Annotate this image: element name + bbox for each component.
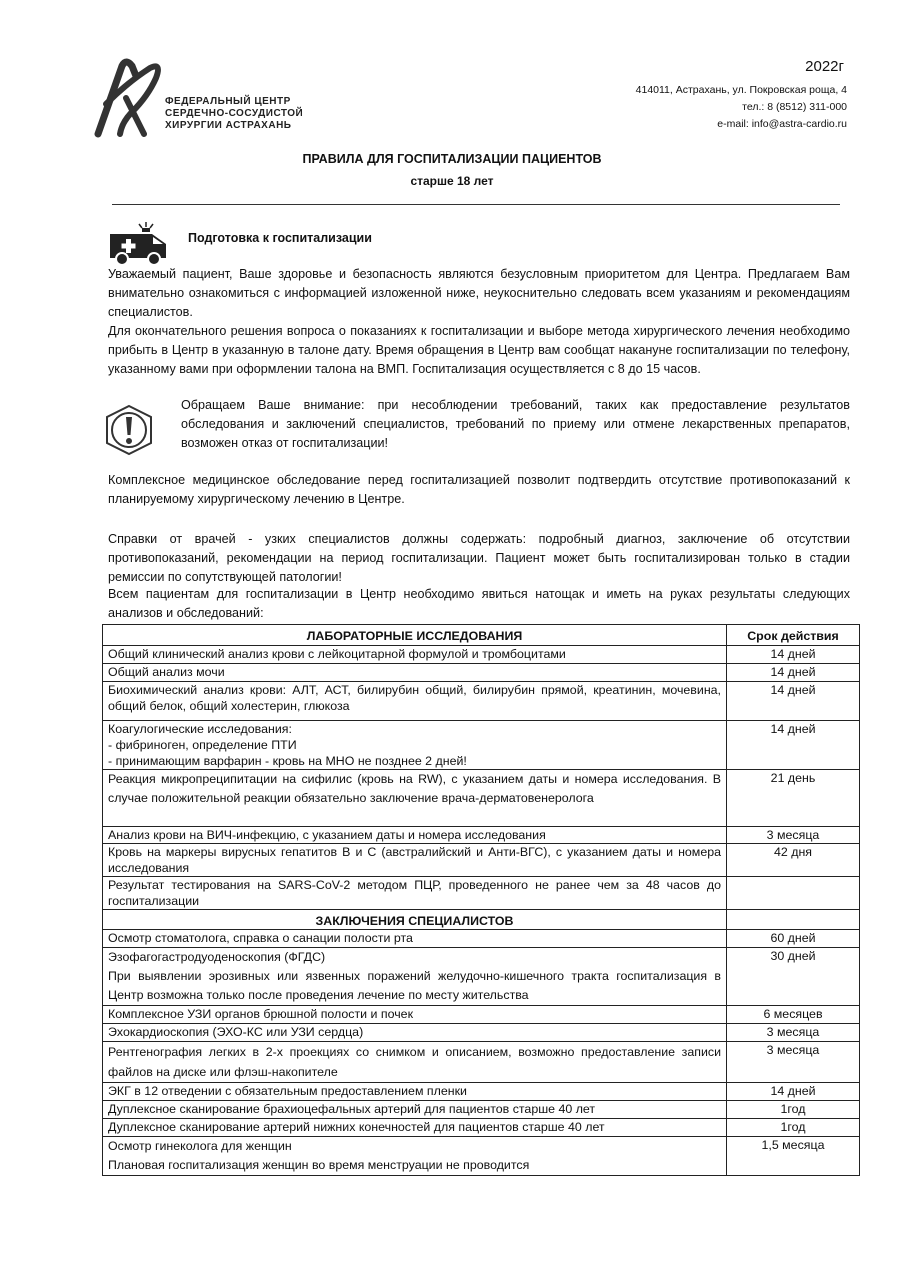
requirement-name: Анализ крови на ВИЧ-инфекцию, с указанием даты и номера исследования (103, 827, 727, 844)
requirement-name: Эхокардиоскопия (ЭХО-КС или УЗИ сердца) (103, 1024, 727, 1042)
paragraph-intro: Уважаемый пациент, Ваше здоровье и безопасность являются безусловным приоритетом для Центра. Предлагаем Вам внимательно ознакомиться с информацией изложенной ниже, неукоснительно следовать всем указаниям и рекомендациям специалистов. (108, 267, 850, 319)
paragraph-warning: Обращаем Ваше внимание: при несоблюдении требований, таких как предоставление результатов обследования и заключений специалистов, требований по приему или отмене лекарственных препаратов, возможен отказ от госпитализации! (181, 398, 850, 450)
validity-term: 14 дней (727, 721, 860, 770)
table-row (103, 1119, 860, 1137)
validity-term: 3 месяца (727, 827, 860, 844)
validity-term: 14 дней (727, 664, 860, 682)
validity-term: 6 месяцев (727, 1006, 860, 1024)
validity-term: 3 месяца (727, 1024, 860, 1042)
table-row (103, 646, 860, 664)
org-name-line: ФЕДЕРАЛЬНЫЙ ЦЕНТР (165, 96, 291, 107)
table-row (103, 827, 860, 844)
table-row (103, 1006, 860, 1024)
table-row (103, 930, 860, 948)
validity-term: 1год (727, 1101, 860, 1119)
requirement-name: Комплексное УЗИ органов брюшной полости и почек (103, 1006, 727, 1024)
phone: тел.: 8 (8512) 311-000 (742, 101, 847, 113)
validity-term: 60 дней (727, 930, 860, 948)
requirement-name: ЭКГ в 12 отведении с обязательным предоставлением пленки (103, 1083, 727, 1101)
paragraph-requirements: Всем пациентам для госпитализации в Центр необходимо явиться натощак и иметь на руках результаты следующих анализов и обследований: (108, 587, 850, 620)
validity-term: 1,5 месяца (727, 1137, 860, 1176)
table-row (103, 682, 860, 721)
requirement-name: Дуплексное сканирование брахиоцефальных артерий для пациентов старше 40 лет (103, 1101, 727, 1119)
requirement-name: Общий клинический анализ крови с лейкоцитарной формулой и тромбоцитами (103, 646, 727, 664)
paragraph-specialists: Справки от врачей - узких специалистов должны содержать: подробный диагноз, заключение об отсутствии противопоказаний, рекомендации на период госпитализации. Пациент может быть госпитализирован только в стадии ремиссии по сопутствующей патологии! (108, 532, 850, 584)
validity-term: 1год (727, 1119, 860, 1137)
page-subtitle: старше 18 лет (410, 174, 494, 188)
table-row (103, 770, 860, 827)
document-year: 2022г (805, 58, 844, 75)
table-header-row (103, 910, 860, 930)
table-row (103, 1137, 860, 1176)
table-row (103, 1042, 860, 1083)
org-name (165, 96, 303, 132)
validity-term: 30 дней (727, 948, 860, 1006)
requirement-name: Биохимический анализ крови: АЛТ, АСТ, билирубин общий, билирубин прямой, креатинин, мочевина, общий белок, общий холестерин, глюкоза (103, 682, 727, 721)
validity-term: 21 день (727, 770, 860, 827)
table-row (103, 1024, 860, 1042)
table-row (103, 721, 860, 770)
requirement-name: Дуплексное сканирование артерий нижних конечностей для пациентов старше 40 лет (103, 1119, 727, 1137)
validity-term: 14 дней (727, 646, 860, 664)
table-row (103, 1101, 860, 1119)
validity-term (727, 877, 860, 910)
paragraph-arrival: Для окончательного решения вопроса о показаниях к госпитализации и выборе метода хирургического лечения необходимо прибыть в Центр в указанную в талоне дату. Время обращения в Центр вам сообщат накануне госпитализации по телефону, указанному вами при оформлении талона на ВМП. Госпитализация осуществляется с 8 до 15 часов. (108, 324, 850, 376)
validity-term: 14 дней (727, 682, 860, 721)
requirement-name: Осмотр стоматолога, справка о санации полости рта (103, 930, 727, 948)
ambulance-icon (108, 220, 170, 266)
center-logo-icon (92, 58, 164, 138)
email: e-mail: info@astra-cardio.ru (717, 118, 847, 130)
validity-term: 42 дня (727, 844, 860, 877)
requirement-name: Осмотр гинеколога для женщин Плановая госпитализация женщин во время менструации не проводится (108, 1139, 530, 1172)
validity-term: 14 дней (727, 1083, 860, 1101)
specialists-section-header: ЗАКЛЮЧЕНИЯ СПЕЦИАЛИСТОВ (103, 910, 727, 930)
validity-column-header: Срок действия (727, 625, 860, 646)
table-row (103, 844, 860, 877)
warning-icon (104, 404, 154, 456)
requirement-name: Реакция микропреципитации на сифилис (кровь на RW), с указанием даты и номера исследования. В случае положительной реакции обязательно заключение врача-дерматовенеролога (103, 770, 727, 827)
table-row (103, 948, 860, 1006)
validity-term: 3 месяца (727, 1042, 860, 1083)
requirement-name: Рентгенография легких в 2-х проекциях со снимком и описанием, возможно предоставление записи файлов на диске или флэш-накопителе (103, 1042, 727, 1083)
requirement-name: Коагулогические исследования: - фибриноген, определение ПТИ - принимающим варфарин - кровь на МНО не позднее 2 дней! (108, 722, 467, 768)
requirements-table (102, 624, 860, 1176)
table-row (103, 1083, 860, 1101)
contact-block (636, 82, 847, 133)
org-name-line: ХИРУРГИИ АСТРАХАНЬ (165, 120, 292, 131)
table-header-row (103, 625, 860, 646)
address: 414011, Астрахань, ул. Покровская роща, 4 (635, 84, 847, 96)
divider (112, 204, 840, 205)
page-title: ПРАВИЛА ДЛЯ ГОСПИТАЛИЗАЦИИ ПАЦИЕНТОВ (302, 152, 602, 166)
table-row (103, 664, 860, 682)
requirement-name: Результат тестирования на SARS-CoV-2 методом ПЦР, проведенного не ранее чем за 48 часов до госпитализации (103, 877, 727, 910)
requirement-name: Эзофагогастродуоденоскопия (ФГДС) При выявлении эрозивных или язвенных поражений желудочно-кишечного тракта госпитализация в Центр возможна только после проведения лечение по месту жительства (108, 950, 721, 1002)
section-heading: Подготовка к госпитализации (188, 231, 372, 245)
paragraph-examination: Комплексное медицинское обследование перед госпитализацией позволит подтвердить отсутствие противопоказаний к планируемому хирургическому лечению в Центре. (108, 473, 850, 506)
lab-section-header: ЛАБОРАТОРНЫЕ ИССЛЕДОВАНИЯ (103, 625, 727, 646)
table-row (103, 877, 860, 910)
requirement-name: Кровь на маркеры вирусных гепатитов В и С (австралийский и Анти-ВГС), с указанием даты и номера исследования (103, 844, 727, 877)
requirement-name: Общий анализ мочи (103, 664, 727, 682)
org-name-line: СЕРДЕЧНО-СОСУДИСТОЙ (165, 108, 304, 119)
